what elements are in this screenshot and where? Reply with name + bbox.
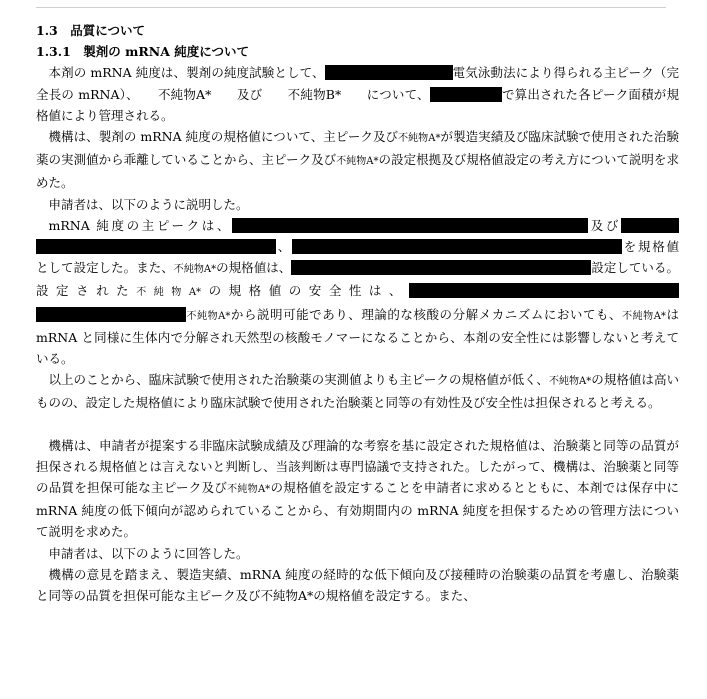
redaction-block [409, 283, 679, 298]
paragraph-6: 機構は、申請者が提案する非臨床試験成績及び理論的な考察を基に設定された規格値は、治験薬と同等の品質が担保される規格値とは言えないと判断し、当該判断は専門協議で支持された。したがって、機構は、治験薬と同等の品質を担保可能な主ピーク及び不純物A*の規格値を設定することを申請者に求めるとともに、本剤では保存中に mRNA 純度の低下傾向が認められていることから、有効期間内の mRNA 純度を担保するための管理方法について説明を求めた。 [36, 437, 679, 540]
redaction-block [442, 87, 502, 102]
subsection-heading: 1.3.1 製剤の mRNA 純度について [36, 44, 249, 60]
paragraph-4: mRNA 純度の主ピークは、 及び、 を規格値として設定した。また、不純物A*の規格値は、 設定している。設定された不純物A*の規格値の安全性は、不純物A*から説明可能であり、理論的な核酸の分解メカニズムにおいても、不純物A*は mRNA と同様に生体内で分解され天然型の核酸モノマーになることから、本剤の安全性には影響しないと考えている。 [36, 217, 679, 367]
redaction-block [36, 239, 276, 254]
redaction-block [36, 307, 186, 322]
redaction-block [232, 218, 588, 233]
paragraph-7: 申請者は、以下のように回答した。 [48, 545, 249, 561]
redaction-block [430, 87, 442, 102]
paragraph-5: 以上のことから、臨床試験で使用された治験薬の実測値よりも主ピークの規格値が低く、不純物A*の規格値は高いものの、設定した規格値により臨床試験で使用された治験薬と同等の有効性及び安全性は担保されると考える。 [36, 372, 679, 411]
redaction-block [621, 218, 679, 233]
paragraph-2: 機構は、製剤の mRNA 純度の規格値について、主ピーク及び不純物A*が製造実績及び臨床試験で使用された治験薬の実測値から乖離していることから、主ピーク及び不純物A*の設定根拠及び規格値設定の考え方について説明を求めた。 [36, 129, 679, 191]
section-heading: 1.3 品質について [36, 23, 145, 38]
redaction-block [325, 65, 453, 80]
paragraph-1: 本剤の mRNA 純度は、製剤の純度試験として、 電気泳動法により得られる主ピーク（完全長の mRNA）、 不純物A* 及び 不純物B* について、 で算出された各ピーク面積が規格値により管理される。 [36, 65, 679, 123]
blank-line [36, 414, 679, 435]
paragraph-8: 機構の意見を踏まえ、製造実績、mRNA 純度の経時的な低下傾向及び接種時の治験薬の品質を考慮し、治験薬と同等の品質を担保可能な主ピーク及び不純物A*の規格値を設定する。また、 [36, 566, 679, 604]
paragraph-3: 申請者は、以下のように説明した。 [48, 196, 249, 212]
top-rule [36, 7, 666, 8]
redaction-block [292, 239, 622, 254]
redaction-block [291, 260, 591, 275]
